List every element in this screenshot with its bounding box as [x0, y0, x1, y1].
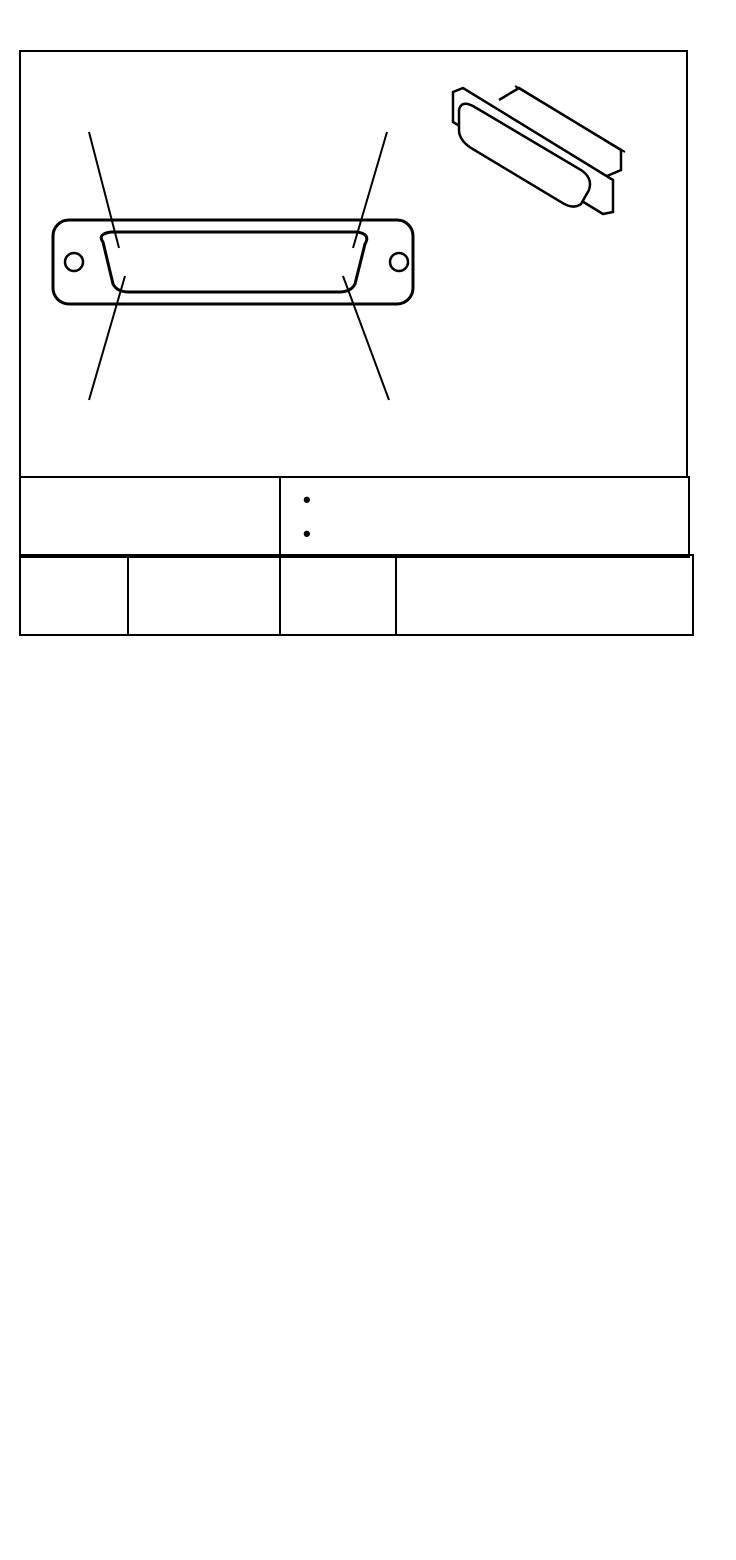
connector-d-shell: [101, 232, 367, 292]
leader-line-13: [89, 132, 119, 248]
connector-face-drawing: [21, 52, 690, 478]
pin-table-header-row: [20, 555, 693, 635]
pin-table: [19, 554, 694, 636]
connector-info-values: [280, 477, 689, 557]
connector-diagram: [19, 50, 688, 476]
connector-info-label: [20, 477, 280, 557]
connector-info-table: [19, 476, 690, 558]
header-function: [396, 555, 693, 635]
leader-line-25: [89, 276, 125, 400]
leader-line-14: [343, 276, 389, 400]
connector-info-item: •: [303, 521, 311, 546]
leader-line-1: [353, 132, 387, 248]
connector-info-item: •: [303, 487, 311, 512]
connector-3d-view: [453, 86, 625, 214]
header-wire-color: [128, 555, 280, 635]
header-pin: [20, 555, 128, 635]
mounting-hole-right: [390, 253, 408, 271]
header-circuit-no: [280, 555, 396, 635]
mounting-hole-left: [65, 253, 83, 271]
